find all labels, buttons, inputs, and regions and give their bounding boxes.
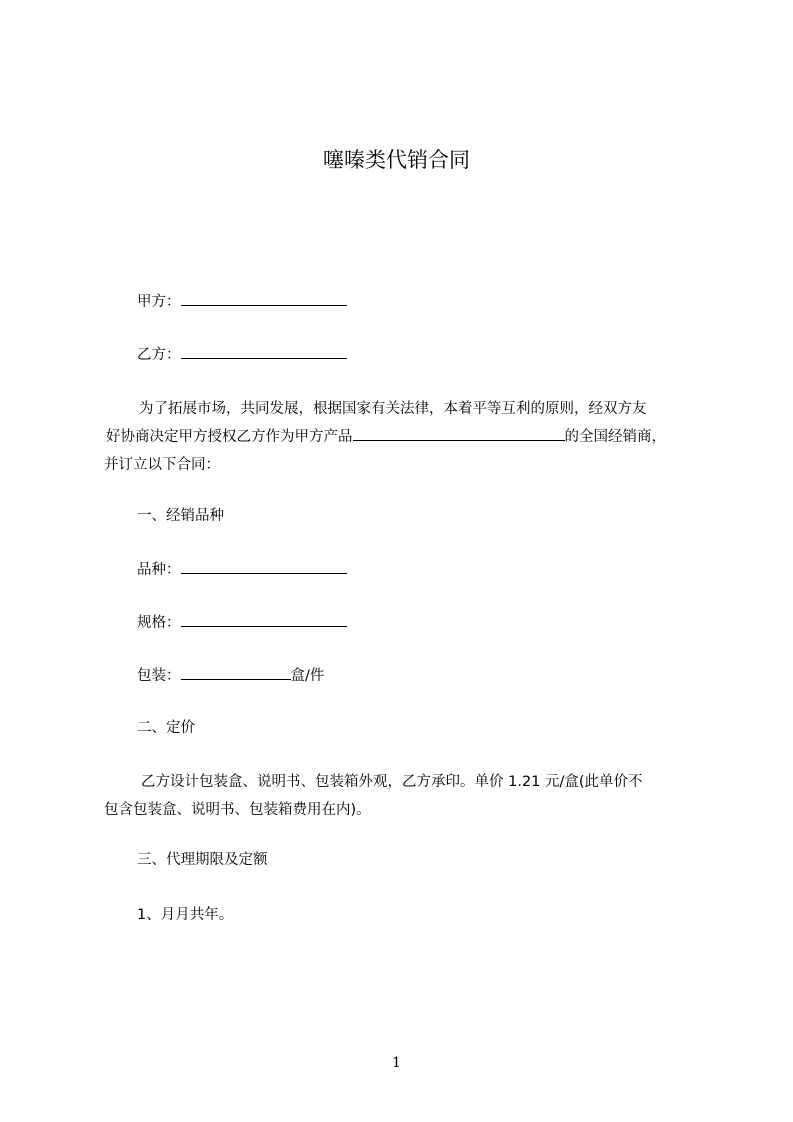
party-a-blank[interactable] bbox=[181, 291, 347, 306]
spec-line bbox=[137, 612, 347, 633]
spec-blank[interactable] bbox=[181, 612, 347, 627]
packaging-unit: 盒/件 bbox=[290, 668, 325, 684]
variety-blank[interactable] bbox=[181, 559, 347, 574]
intro-line-2 bbox=[104, 423, 704, 451]
section-1-heading: 一、经销品种 bbox=[137, 508, 224, 524]
party-b-label: 乙方： bbox=[137, 347, 181, 363]
intro-line-2-after: 的全国经销商， bbox=[564, 429, 666, 445]
term-item-1: 1、月月共年。 bbox=[137, 907, 234, 923]
pricing-line-2: 包含包装盒、说明书、包装箱费用在内)。 bbox=[104, 802, 371, 818]
page-number: 1 bbox=[392, 1055, 401, 1071]
packaging-blank[interactable] bbox=[181, 665, 291, 680]
party-a-label: 甲方： bbox=[137, 294, 181, 310]
party-b-blank[interactable] bbox=[181, 344, 347, 359]
section-3-heading: 三、代理期限及定额 bbox=[137, 852, 268, 868]
variety-label: 品种： bbox=[137, 562, 181, 578]
product-blank[interactable] bbox=[353, 426, 565, 441]
pricing-paragraph bbox=[104, 768, 704, 824]
intro-line-2-before: 好协商决定甲方授权乙方作为甲方产品 bbox=[106, 429, 353, 445]
packaging-line bbox=[137, 665, 324, 686]
variety-line bbox=[137, 559, 347, 580]
party-a-line bbox=[137, 291, 347, 312]
packaging-label: 包装： bbox=[137, 668, 181, 684]
intro-line-1: 为了拓展市场，共同发展，根据国家有关法律，本着平等互利的原则，经双方友 bbox=[139, 401, 647, 417]
section-2-heading: 二、定价 bbox=[137, 720, 195, 736]
intro-line-3: 并订立以下合同： bbox=[104, 457, 220, 473]
party-b-line bbox=[137, 344, 347, 365]
pricing-line-1: 乙方设计包装盒、说明书、包装箱外观，乙方承印。单价 1.21 元/盒(此单价不 bbox=[141, 774, 643, 790]
intro-paragraph bbox=[104, 395, 704, 479]
spec-label: 规格： bbox=[137, 615, 181, 631]
page-title: 噻嗪类代销合同 bbox=[323, 148, 470, 172]
